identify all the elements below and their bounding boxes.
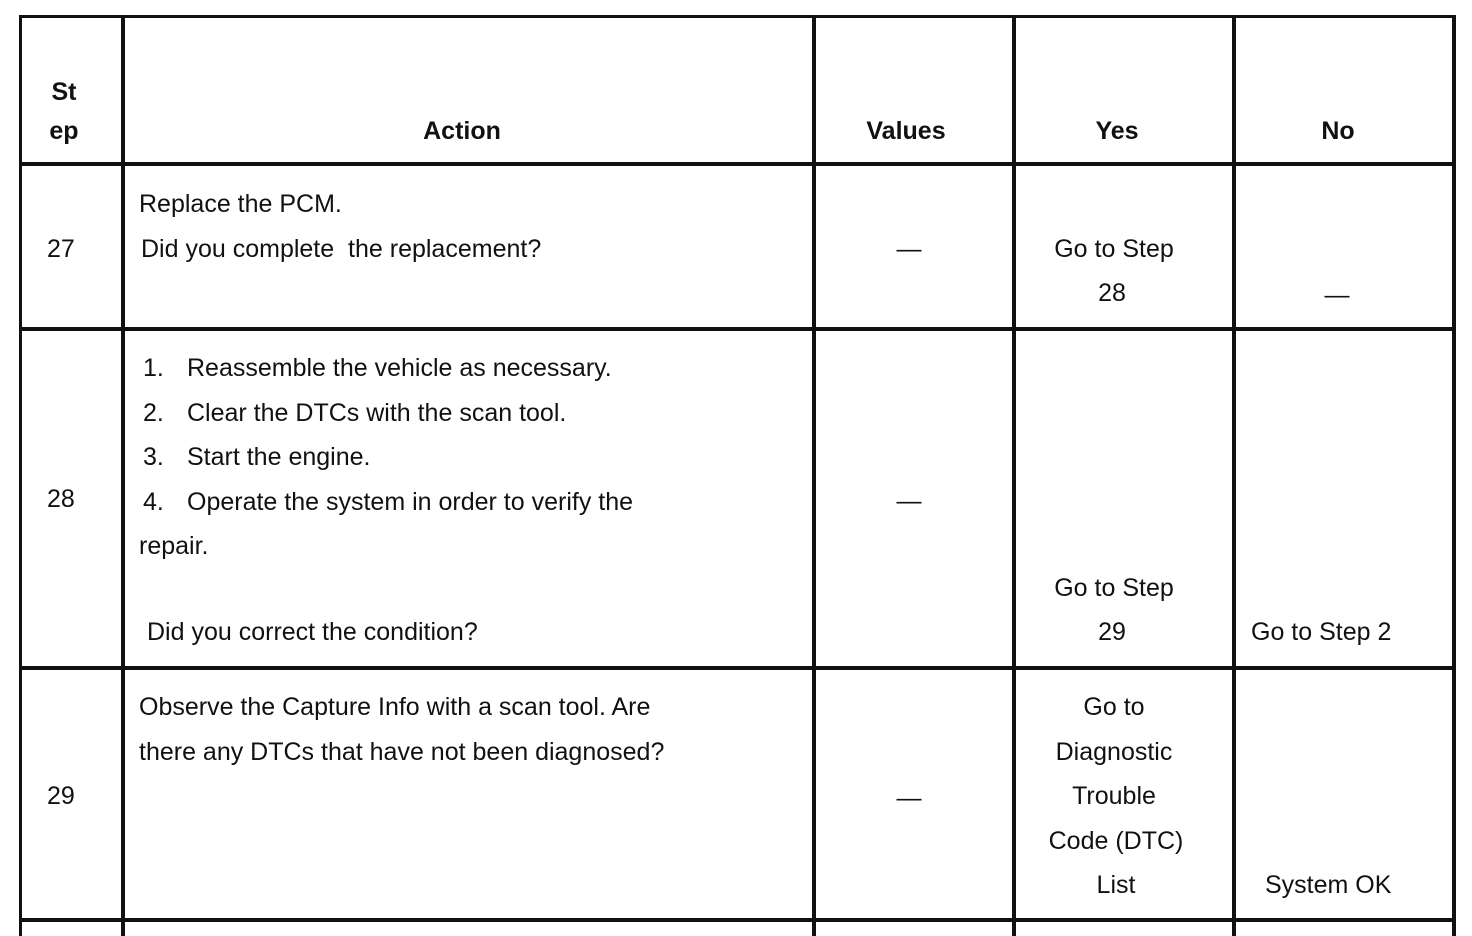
header-step-line1: St <box>51 78 77 106</box>
row-29-yes-line4: Code (DTC) <box>1048 827 1184 855</box>
row-28-item-2-num: 2. <box>143 399 164 427</box>
row-27-yes-line1: Go to Step <box>1054 235 1174 263</box>
row-29-action-line2: there any DTCs that have not been diagnosed? <box>139 738 665 766</box>
header-action: Action <box>423 117 501 145</box>
row-29-action-line1: Observe the Capture Info with a scan tool. Are <box>139 693 651 721</box>
table-top-border <box>19 15 1456 18</box>
row-28-values: — <box>896 487 922 515</box>
row-28-step: 28 <box>47 485 75 513</box>
header-step-line2: ep <box>49 117 79 145</box>
row-27-yes-line2: 28 <box>1098 279 1126 307</box>
header-bottom-border <box>19 162 1456 166</box>
row-28-yes-line2: 29 <box>1098 618 1126 646</box>
header-yes: Yes <box>1095 117 1139 145</box>
row-29-step: 29 <box>47 782 75 810</box>
action-values-divider <box>812 15 816 936</box>
row-29-values: — <box>896 784 922 812</box>
row-27-action-line2: Did you complete the replacement? <box>141 235 542 263</box>
header-no: No <box>1321 117 1355 145</box>
row-29-yes-line1: Go to <box>1083 693 1145 721</box>
row-27-bottom-border <box>19 327 1456 331</box>
row-28-item-2-text: Clear the DTCs with the scan tool. <box>187 399 567 427</box>
row-29-yes-line3: Trouble <box>1072 782 1156 810</box>
row-27-no: — <box>1324 281 1350 309</box>
header-values: Values <box>866 117 946 145</box>
row-28-action-continuation: repair. <box>139 532 209 560</box>
step-action-divider <box>121 15 125 936</box>
left-border <box>19 15 22 936</box>
row-29-yes-line5: List <box>1096 871 1136 899</box>
row-28-item-3-text: Start the engine. <box>187 443 371 471</box>
row-28-yes-line1: Go to Step <box>1054 574 1174 602</box>
row-28-item-4-num: 4. <box>143 488 164 516</box>
row-28-item-3-num: 3. <box>143 443 164 471</box>
yes-no-divider <box>1232 15 1236 936</box>
row-27-step: 27 <box>47 235 75 263</box>
row-28-item-1-num: 1. <box>143 354 164 382</box>
row-28-bottom-border <box>19 666 1456 670</box>
row-28-action-question: Did you correct the condition? <box>147 618 478 646</box>
right-border <box>1452 15 1456 936</box>
values-yes-divider <box>1012 15 1016 936</box>
row-28-item-4-text: Operate the system in order to verify the <box>187 488 634 516</box>
row-28-item-1-text: Reassemble the vehicle as necessary. <box>187 354 612 382</box>
row-29-yes-line2: Diagnostic <box>1055 738 1173 766</box>
row-27-action-line1: Replace the PCM. <box>139 190 342 218</box>
row-29-no: System OK <box>1265 871 1392 899</box>
row-27-values: — <box>896 235 922 263</box>
row-28-no: Go to Step 2 <box>1251 618 1392 646</box>
table-bottom-border <box>19 918 1456 922</box>
